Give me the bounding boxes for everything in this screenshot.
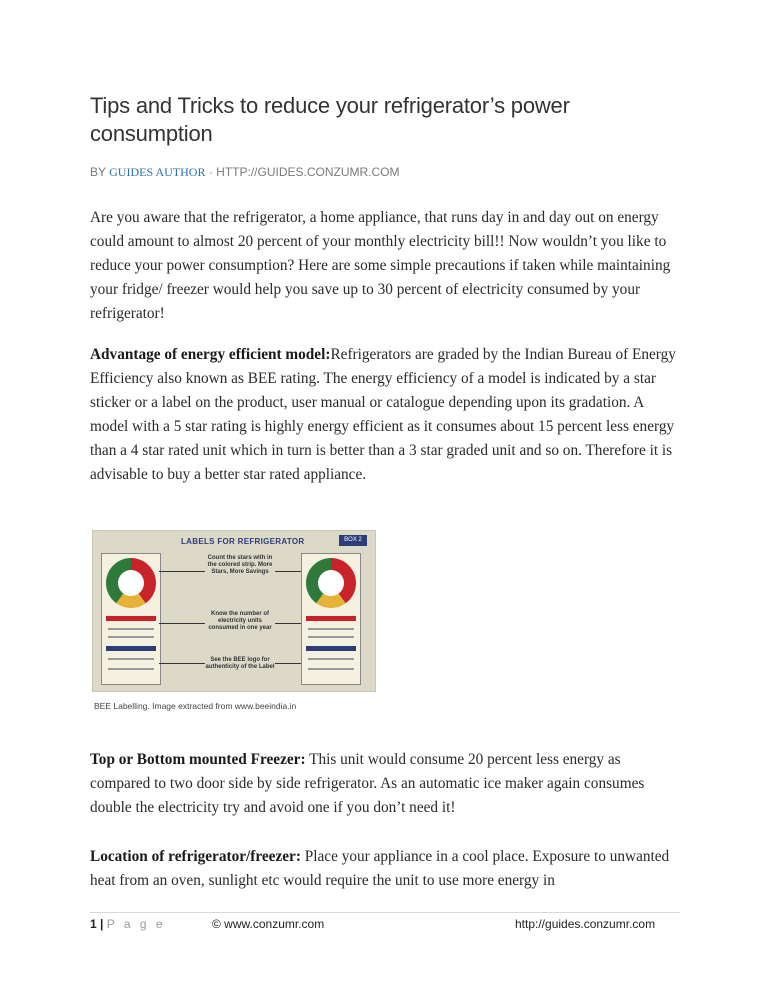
- page-number: 1 | P a g e: [90, 917, 166, 931]
- intro-paragraph: Are you aware that the refrigerator, a home appliance, that runs day in and day out on energy could amount to almost 20 percent of your monthly electricity bill!! Now wouldn’t you like to reduce your power consumption? Here are some simple precautions if taken while maintaining your fridge/ freezer would help you save up to 30 percent of electricity consumed by your refrigerator!: [90, 209, 671, 322]
- author-link[interactable]: GUIDES AUTHOR: [109, 165, 206, 179]
- arrow-right-icon: [275, 571, 301, 572]
- arrow-left-icon: [159, 571, 205, 572]
- figure-title: LABELS FOR REFRIGERATOR: [181, 537, 305, 546]
- bee-label-figure: [92, 530, 376, 692]
- byline: [90, 165, 400, 180]
- advantage-text: Refrigerators are graded by the Indian Bureau of Energy Efficiency also known as BEE rating. The energy efficiency of a model is indicated by a star sticker or a label on the product, user manual or catalogue depending upon its gradation. A model with a 5 star rating is highly energy efficient as it consumes about 15 percent less energy than a 4 star rated unit which in turn is better than a 3 star graded unit and so on. Therefore it is advisable to buy a better star rated appliance.: [90, 346, 676, 483]
- footer-divider: [90, 912, 680, 913]
- energy-label-left: [101, 553, 161, 685]
- arrow-right-icon: [275, 623, 301, 624]
- freezer-text: This unit would consume 20 percent less energy as compared to two door side by side refrigerator. As an automatic ice maker again consumes double the electricity try and avoid one if you don’t need it!: [90, 751, 645, 816]
- star-dial-icon: [306, 558, 356, 608]
- freezer-heading: Top or Bottom mounted Freezer:: [90, 751, 306, 768]
- figure-box-label: BOX 2: [339, 535, 367, 546]
- footer-copyright: © www.conzumr.com: [212, 917, 325, 931]
- location-paragraph: [90, 845, 680, 893]
- figure-note-units: Know the number of electricity units consumed in one year: [208, 611, 272, 631]
- star-dial-icon: [106, 558, 156, 608]
- footer-url[interactable]: http://guides.conzumr.com: [515, 917, 656, 931]
- freezer-paragraph: [90, 748, 680, 820]
- figure-note-stars: Count the stars with in the colored strip. More Stars, More Savings: [207, 555, 273, 575]
- document-title: Tips and Tricks to reduce your refrigerator’s power consumption: [90, 93, 570, 146]
- site-url[interactable]: HTTP://GUIDES.CONZUMR.COM: [216, 165, 400, 179]
- arrow-right-icon: [275, 663, 301, 664]
- energy-label-right: [301, 553, 361, 685]
- byline-prefix: BY: [90, 165, 106, 179]
- arrow-left-icon: [159, 663, 205, 664]
- arrow-left-icon: [159, 623, 205, 624]
- byline-separator: ·: [208, 165, 213, 179]
- advantage-paragraph: [90, 343, 680, 487]
- location-heading: Location of refrigerator/freezer:: [90, 848, 301, 865]
- location-text: Place your appliance in a cool place. Exposure to unwanted heat from an oven, sunlight etc would require the unit to use more energy in: [90, 848, 670, 889]
- figure-note-logo: See the BEE logo for authenticity of the Label: [205, 657, 275, 670]
- advantage-heading: Advantage of energy efficient model:: [90, 346, 331, 363]
- figure-caption: BEE Labelling. Image extracted from www.beeindia.in: [94, 701, 297, 711]
